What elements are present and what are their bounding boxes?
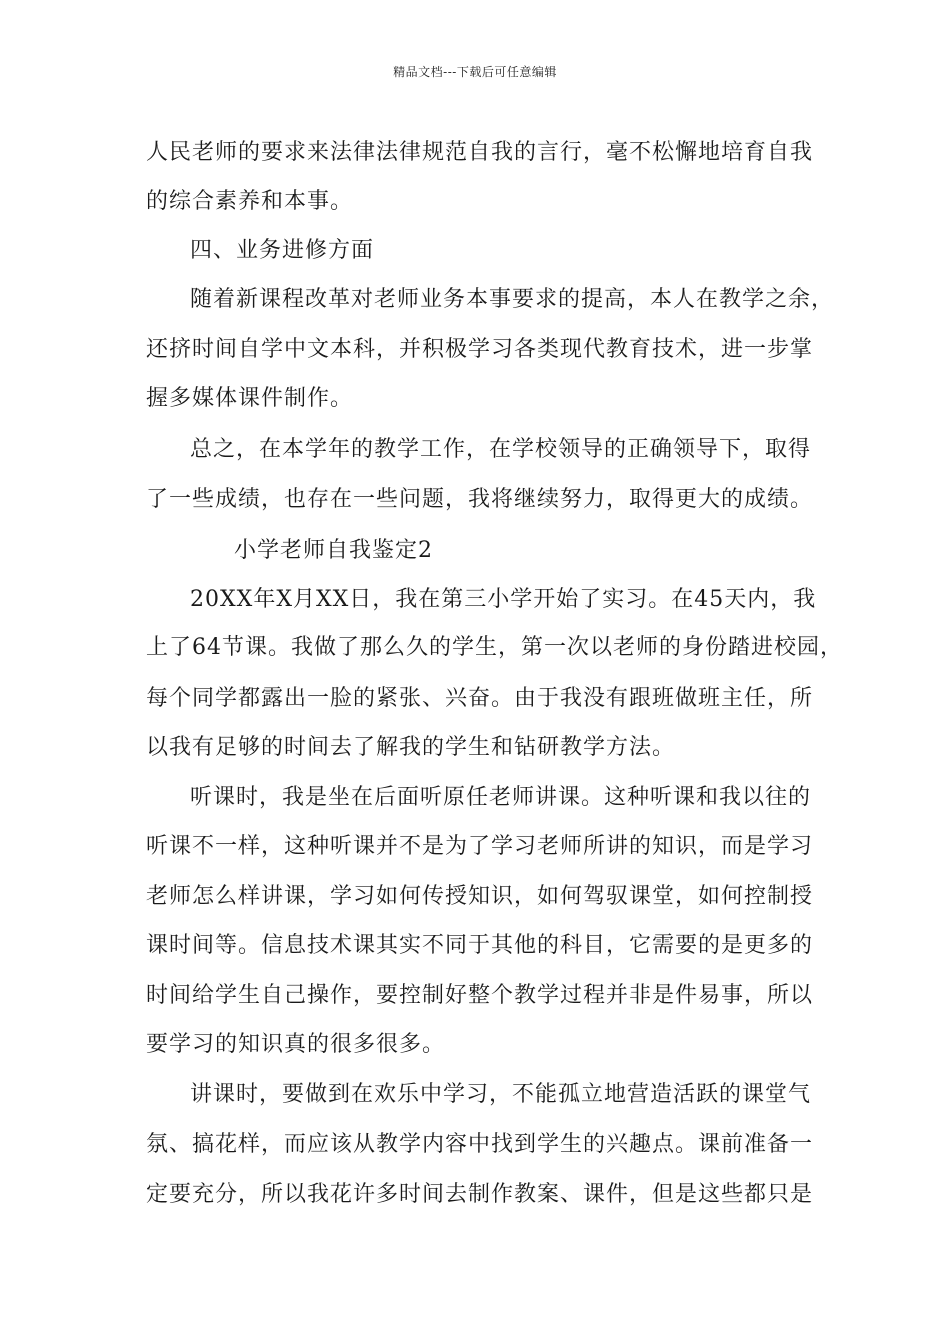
text-line: 每个同学都露出一脸的紧张、兴奋。由于我没有跟班做班主任，所 bbox=[146, 686, 814, 711]
article-title: 小学老师自我鉴定2 bbox=[234, 538, 433, 563]
text-line: 氛、搞花样，而应该从教学内容中找到学生的兴趣点。课前准备一 bbox=[146, 1132, 814, 1157]
text-line: 的综合素养和本事。 bbox=[146, 189, 354, 214]
text-line: 要学习的知识真的很多很多。 bbox=[146, 1032, 446, 1057]
text-line: 以我有足够的时间去了解我的学生和钻研教学方法。 bbox=[146, 735, 676, 760]
text-line: 时间给学生自己操作，要控制好整个教学过程并非是件易事，所以 bbox=[146, 983, 814, 1008]
text-line: 总之，在本学年的教学工作，在学校领导的正确领导下，取得 bbox=[190, 437, 812, 462]
text-line: 随着新课程改革对老师业务本事要求的提高，本人在教学之余， bbox=[190, 287, 835, 312]
page-header: 精品文档---下载后可任意编辑 bbox=[393, 65, 557, 79]
text-line: 握多媒体课件制作。 bbox=[146, 386, 354, 411]
text-line: 人民老师的要求来法律法律规范自我的言行，毫不松懈地培育自我 bbox=[146, 140, 814, 165]
text-line: 20XX年X月XX日，我在第三小学开始了实习。在45天内，我 bbox=[190, 587, 817, 612]
text-line: 听课不一样，这种听课并不是为了学习老师所讲的知识，而是学习 bbox=[146, 834, 814, 859]
text-line: 还挤时间自学中文本科，并积极学习各类现代教育技术，进一步掌 bbox=[146, 337, 814, 362]
section-heading: 四、业务进修方面 bbox=[190, 238, 375, 263]
text-line: 讲课时，要做到在欢乐中学习，不能孤立地营造活跃的课堂气 bbox=[190, 1082, 812, 1107]
text-line: 定要充分，所以我花许多时间去制作教案、课件，但是这些都只是 bbox=[146, 1182, 814, 1207]
text-line: 了一些成绩，也存在一些问题，我将继续努力，取得更大的成绩。 bbox=[146, 487, 814, 512]
text-line: 上了64节课。我做了那么久的学生，第一次以老师的身份踏进校园， bbox=[146, 635, 843, 660]
text-line: 听课时，我是坐在后面听原任老师讲课。这种听课和我以往的 bbox=[190, 785, 812, 810]
text-line: 老师怎么样讲课，学习如何传授知识，如何驾驭课堂，如何控制授 bbox=[146, 884, 814, 909]
text-line: 课时间等。信息技术课其实不同于其他的科目，它需要的是更多的 bbox=[146, 933, 814, 958]
